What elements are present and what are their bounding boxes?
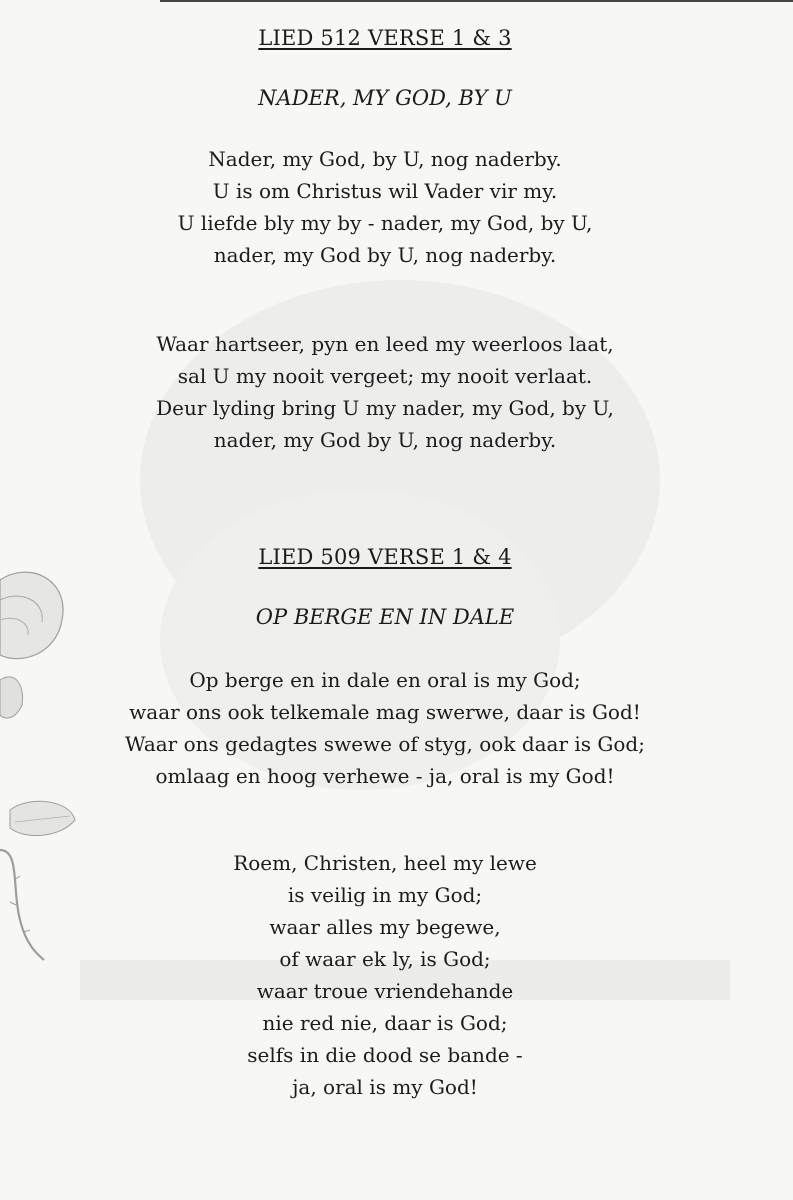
hymn-1-verse-1	[0, 143, 770, 271]
verse-line: waar alles my begewe,	[269, 915, 501, 939]
verse-line: selfs in die dood se bande -	[247, 1043, 523, 1067]
verse-line: omlaag en hoog verhewe - ja, oral is my God!	[155, 764, 615, 788]
verse-line: waar troue vriendehande	[256, 979, 514, 1003]
verse-line: nader, my God by U, nog naderby.	[213, 243, 557, 267]
hymn-1-heading: LIED 512 VERSE 1 & 3	[258, 26, 512, 50]
verse-line: U is om Christus wil Vader vir my.	[212, 179, 558, 203]
hymn-1-title: NADER, MY GOD, BY U	[258, 86, 512, 110]
hymn-2-title: OP BERGE EN IN DALE	[255, 605, 515, 629]
verse-line: waar ons ook telkemale mag swerwe, daar is God!	[129, 700, 641, 724]
hymn-2-verse-4	[0, 847, 770, 1103]
verse-line: is veilig in my God;	[287, 883, 483, 907]
verse-line: Waar hartseer, pyn en leed my weerloos laat,	[156, 332, 614, 356]
hymn-1-verse-3	[0, 328, 770, 456]
verse-line: ja, oral is my God!	[292, 1075, 478, 1099]
verse-line: Nader, my God, by U, nog naderby.	[208, 147, 562, 171]
verse-line: nader, my God by U, nog naderby.	[213, 428, 557, 452]
verse-line: nie red nie, daar is God;	[262, 1011, 508, 1035]
verse-line: Deur lyding bring U my nader, my God, by U,	[156, 396, 614, 420]
verse-line: Op berge en in dale en oral is my God;	[189, 668, 581, 692]
hymn-2-heading: LIED 509 VERSE 1 & 4	[258, 545, 512, 569]
verse-line: of waar ek ly, is God;	[279, 947, 491, 971]
verse-line: Waar ons gedagtes swewe of styg, ook daar is God;	[125, 732, 645, 756]
verse-line: U liefde bly my by - nader, my God, by U,	[177, 211, 593, 235]
hymn-2-verse-1	[0, 664, 770, 792]
verse-line: Roem, Christen, heel my lewe	[233, 851, 537, 875]
verse-line: sal U my nooit vergeet; my nooit verlaat.	[177, 364, 593, 388]
